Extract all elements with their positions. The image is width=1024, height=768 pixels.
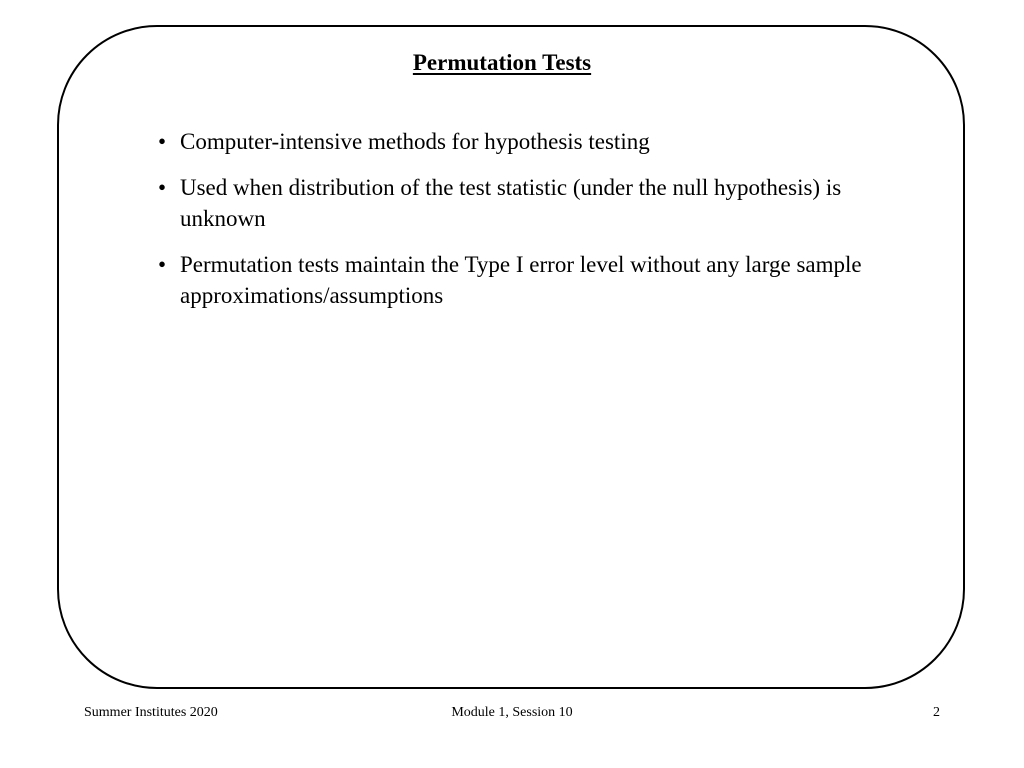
- bullet-icon: •: [158, 175, 167, 200]
- footer-institute: Summer Institutes 2020: [84, 705, 218, 720]
- bullet-text: Used when distribution of the test statistic (under the null hypothesis) is unknown: [180, 175, 842, 231]
- bullet-icon: •: [158, 252, 167, 277]
- bullet-icon: •: [158, 129, 167, 154]
- bullet-list: [158, 126, 918, 326]
- footer-session: Module 1, Session 10: [451, 705, 573, 720]
- slide-frame: [57, 25, 965, 689]
- bullet-text: Computer-intensive methods for hypothesis testing: [180, 129, 650, 154]
- page-number: 2: [933, 705, 940, 720]
- bullet-item: [158, 172, 918, 234]
- slide-title: Permutation Tests: [412, 50, 592, 75]
- bullet-item: [158, 249, 918, 311]
- bullet-text: Permutation tests maintain the Type I error level without any large sample approximations/assumptions: [180, 252, 862, 308]
- bullet-item: [158, 126, 918, 157]
